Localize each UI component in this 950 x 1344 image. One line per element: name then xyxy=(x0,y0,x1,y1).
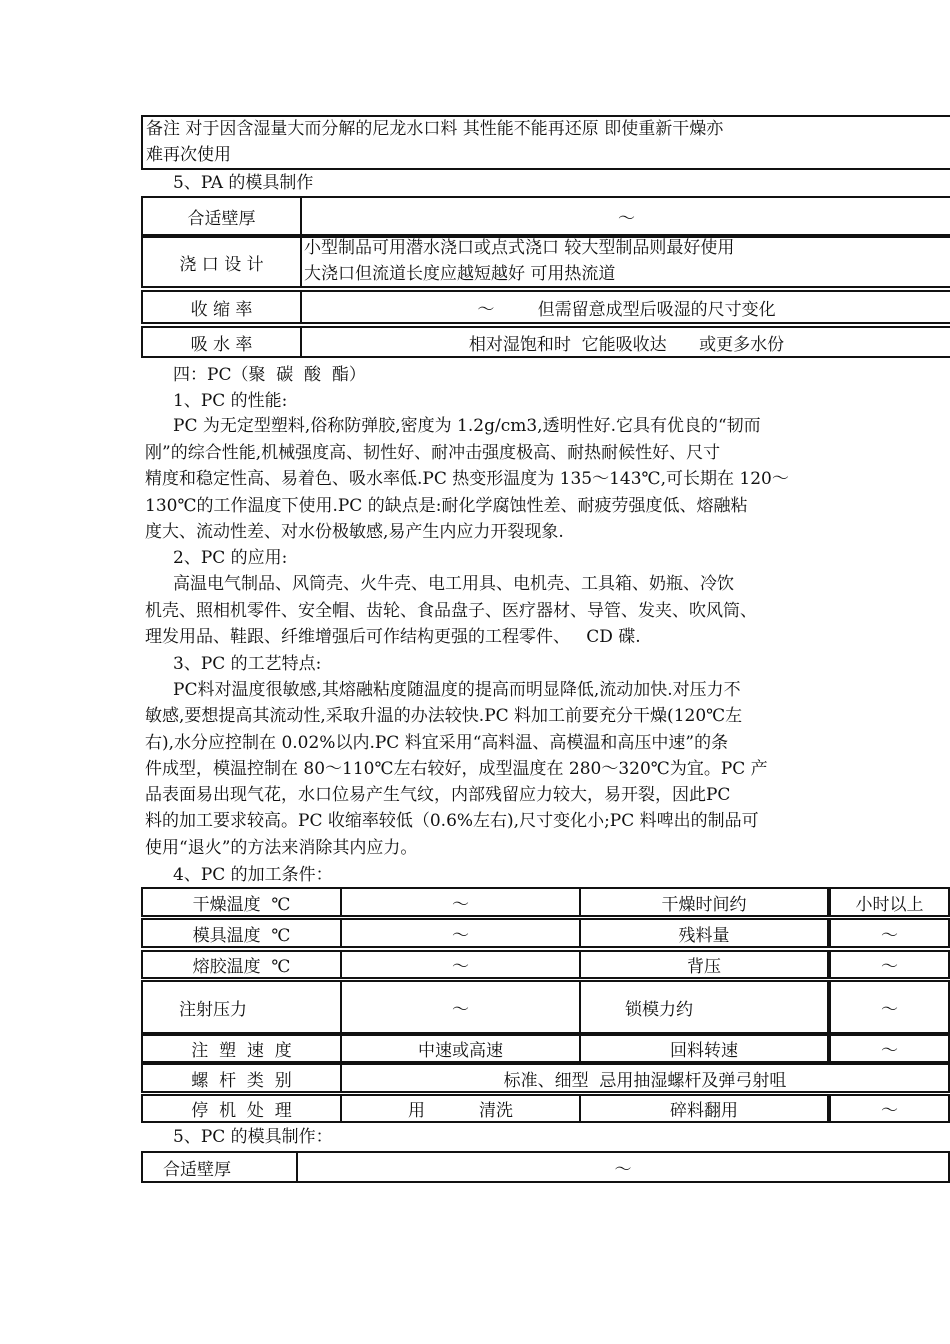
pc-cond-r2-c1: 模具温度 ℃ xyxy=(141,918,342,948)
pc-cond-r5-c2: 中速或高速 xyxy=(340,1034,581,1063)
pc-heading-3: 3、PC 的工艺特点: xyxy=(173,654,322,674)
pa-shrink-label: 收 缩 率 xyxy=(141,290,302,324)
pc-cond-r1-c4: 小时以上 xyxy=(829,887,950,917)
pc-applications-paragraph: 高温电气制品、风筒壳、火牛壳、电工用具、电机壳、工具箱、奶瓶、冷饮 机壳、照相机零件、安全帽、齿轮、食品盘子、医疗器材、导管、发夹、吹风筒、 理发用品、鞋跟、纤维增强后可作结构更强的工程零件、 CD 碟. xyxy=(145,574,757,647)
pa-absorb-label: 吸 水 率 xyxy=(141,326,302,358)
pc-cond-r5-c3: 回料转速 xyxy=(579,1034,829,1063)
pc-cond-r1-c3: 干燥时间约 xyxy=(579,887,829,917)
pc-heading-4: 4、PC 的加工条件： xyxy=(173,865,333,885)
pc-cond-r4-c4: ～ xyxy=(829,980,950,1034)
pc-cond-r2-c3: 残料量 xyxy=(579,918,829,948)
pc-cond-r6-c1: 螺 杆 类 别 xyxy=(141,1063,342,1093)
pc-cond-r3-c4: ～ xyxy=(829,950,950,979)
pc-cond-r3-c2: ～ xyxy=(340,950,581,979)
pa-shrink-value: ～ 但需留意成型后吸湿的尺寸变化 xyxy=(300,290,950,324)
pa-gate-label: 浇 口 设 计 xyxy=(141,236,302,288)
pa-wall-label: 合适壁厚 xyxy=(141,196,302,236)
pc-section-title: 四：PC（聚 碳 酸 酯） xyxy=(173,365,366,385)
pa-wall-value: ～ xyxy=(300,196,950,236)
pc-heading-2: 2、PC 的应用: xyxy=(173,548,288,568)
pc-cond-r2-c2: ～ xyxy=(340,918,581,948)
note-text: 备注 对于因含湿量大而分解的尼龙水口料 其性能不能再还原 即使重新干燥亦 难再次使用 xyxy=(146,119,724,165)
pc-cond-r4-c2: ～ xyxy=(340,980,581,1034)
pc-cond-r7-c1: 停 机 处 理 xyxy=(141,1094,342,1123)
pc-cond-r6-c2: 标准、细型 忌用抽湿螺杆及弹弓射咀 xyxy=(340,1063,950,1093)
pc-cond-r4-c1: 注射压力 xyxy=(141,980,342,1034)
pc-wall-value: ～ xyxy=(296,1151,950,1183)
pc-cond-r1-c2: ～ xyxy=(340,887,581,917)
pa-mold-heading: 5、PA 的模具制作 xyxy=(173,173,314,193)
pc-heading-5: 5、PC 的模具制作： xyxy=(173,1127,333,1147)
pa-absorb-value: 相对湿饱和时 它能吸收达 或更多水份 xyxy=(300,326,950,358)
pc-cond-r7-c2: 用 清洗 xyxy=(340,1094,581,1123)
pc-cond-r3-c3: 背压 xyxy=(579,950,829,979)
pc-cond-r1-c1: 干燥温度 ℃ xyxy=(141,887,342,917)
pc-cond-r5-c4: ～ xyxy=(829,1034,950,1063)
pc-wall-label: 合适壁厚 xyxy=(141,1151,298,1183)
pc-cond-r5-c1: 注 塑 速 度 xyxy=(141,1034,342,1063)
pc-cond-r7-c3: 碎料翻用 xyxy=(579,1094,829,1123)
pc-cond-r4-c3: 锁模力约 xyxy=(579,980,829,1034)
pc-process-paragraph: PC料对温度很敏感,其熔融粘度随温度的提高而明显降低,流动加快.对压力不 敏感,要想提高其流动性,采取升温的办法较快.PC 料加工前要充分干燥(120℃左 右),水分应控制在 0.02%以内.PC 料宜采用“高料温、高模温和高压中速”的条 件成型，模温控制在 80～110℃左右较好，成型温度在 280～320℃为宜。PC 产 品表面易出现气花，水口位易产生气纹，内部残留应力较大，易开裂，因此PC 料的加工要求较高。PC 收缩率较低（0.6%左右),尺寸变化小;PC 料啤出的制品可 使用“退火”的方法来消除其内应力。 xyxy=(145,680,768,858)
pc-properties-paragraph: PC 为无定型塑料,俗称防弹胶,密度为 1.2g/cm3,透明性好.它具有优良的“韧而 刚”的综合性能,机械强度高、韧性好、耐冲击强度极高、耐热耐候性好、尺寸 精度和稳定性高、易着色、吸水率低.PC 热变形温度为 135～143℃,可长期在 120～ 130℃的工作温度下使用.PC 的缺点是:耐化学腐蚀性差、耐疲劳强度低、熔融粘 度大、流动性差、对水份极敏感,易产生内应力开裂现象. xyxy=(145,416,789,542)
pc-cond-r2-c4: ～ xyxy=(829,918,950,948)
pc-cond-r3-c1: 熔胶温度 ℃ xyxy=(141,950,342,979)
pa-gate-text: 小型制品可用潜水浇口或点式浇口 较大型制品则最好使用 大浇口但流道长度应越短越好 可用热流道 xyxy=(304,238,735,284)
pc-heading-1: 1、PC 的性能: xyxy=(173,391,288,411)
pc-cond-r7-c4: ～ xyxy=(829,1094,950,1123)
